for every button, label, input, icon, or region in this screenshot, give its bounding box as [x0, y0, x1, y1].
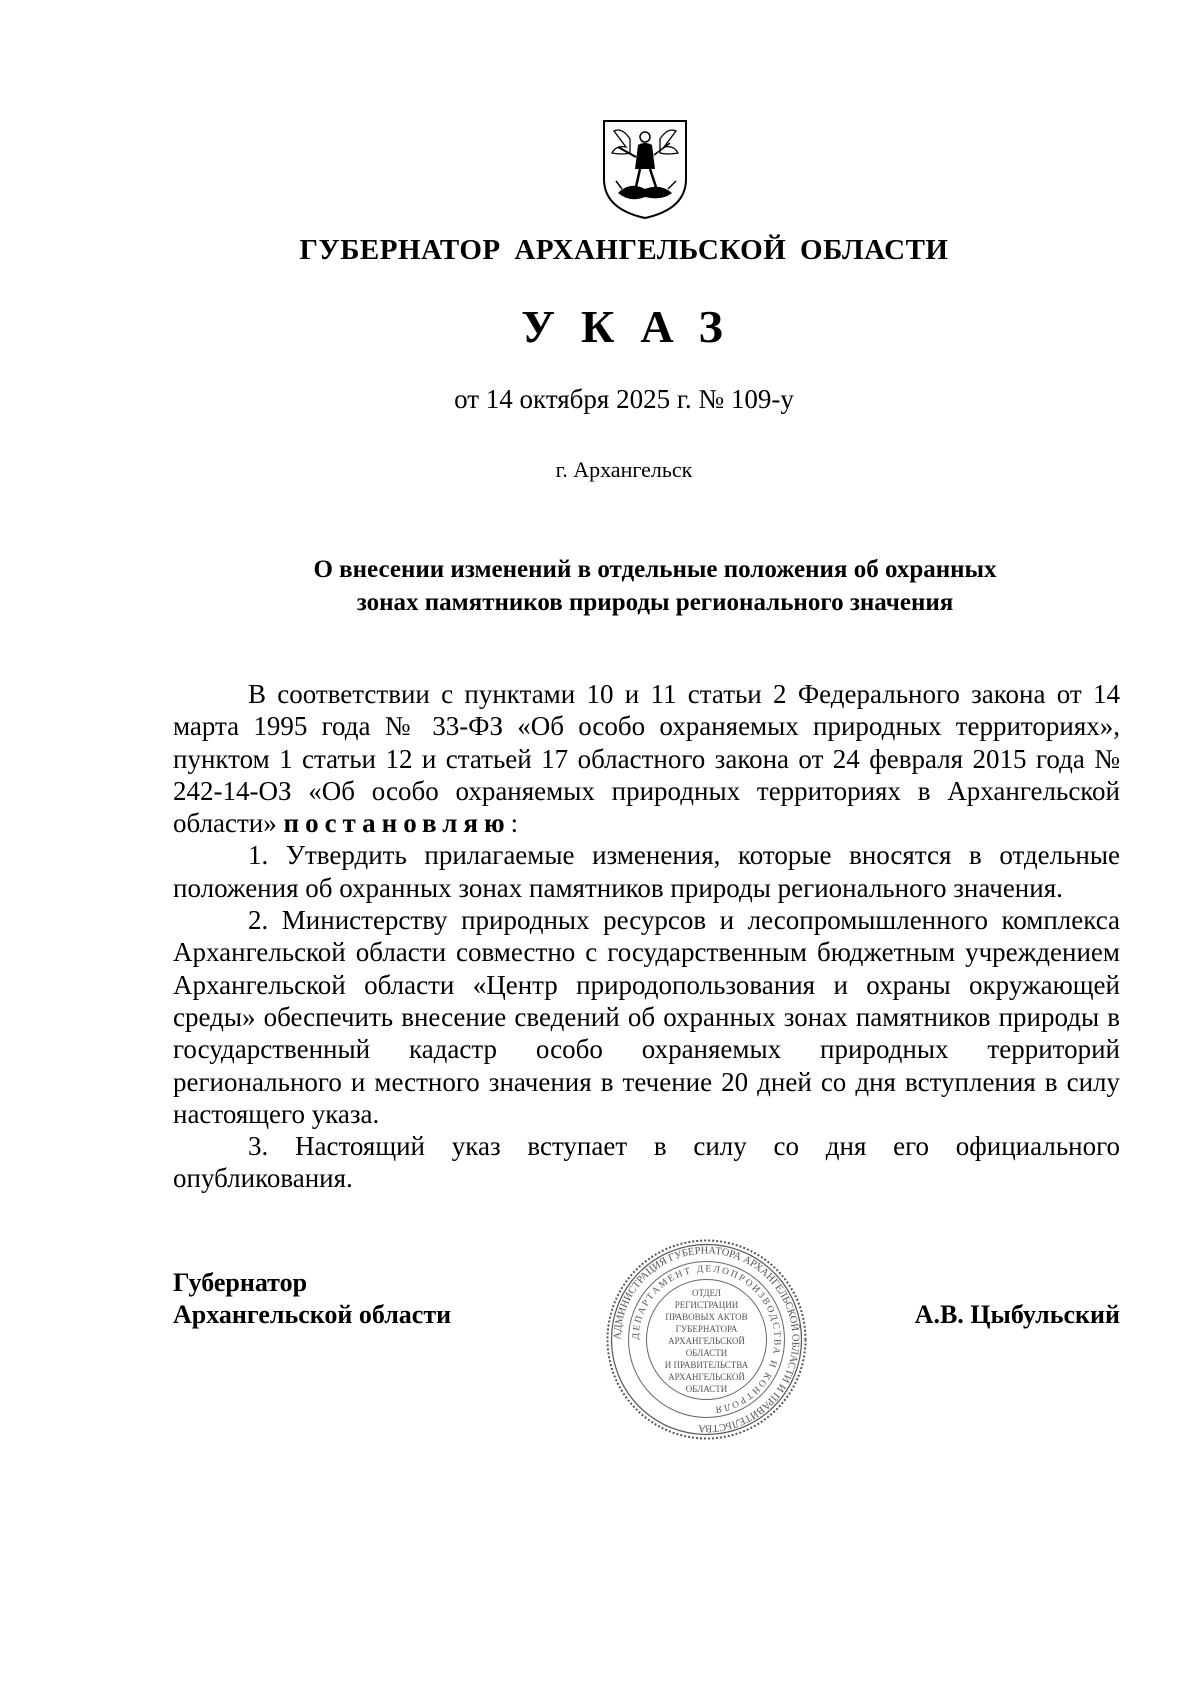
subject-line-2: зонах памятников природы регионального значения — [356, 589, 954, 616]
issuer-title: ГУБЕРНАТОР АРХАНГЕЛЬСКОЙ ОБЛАСТИ — [299, 234, 949, 266]
document-type-heading: УКАЗ — [521, 301, 749, 352]
document-body — [173, 678, 1120, 1195]
body-item: 1. Утвердить прилагаемые изменения, которые вносятся в отдельные положения об охранных зонах памятников природы регионального значения. — [173, 840, 1120, 903]
stamp-center-line: ОБЛАСТИ — [685, 1384, 728, 1394]
document-date-number: от 14 октября 2025 г. № 109-у — [454, 384, 794, 414]
stamp-center-line: И ПРАВИТЕЛЬСТВА — [664, 1360, 749, 1370]
document-city: г. Архангельск — [555, 457, 693, 482]
stamp-center-line: ГУБЕРНАТОРА — [675, 1324, 738, 1334]
preamble-paragraph — [173, 678, 1120, 839]
subject-line-1: О внесении изменений в отдельные положения об охранных — [313, 556, 997, 583]
stamp-center-line: АРХАНГЕЛЬСКОЙ — [668, 1372, 745, 1382]
stamp-center-line: ОБЛАСТИ — [685, 1348, 728, 1358]
signatory-position-line-1: Губернатор — [173, 1268, 308, 1297]
decree-colon: : — [510, 808, 519, 839]
coat-of-arms-icon — [600, 117, 690, 221]
signatory-position-line-2: Архангельской области — [173, 1300, 452, 1329]
signatory-position — [173, 1267, 451, 1331]
stamp-center-line: РЕГИСТРАЦИИ — [674, 1300, 739, 1310]
registration-stamp — [604, 1237, 809, 1442]
stamp-center-line: АРХАНГЕЛЬСКОЙ — [668, 1336, 745, 1346]
body-item: 3. Настоящий указ вступает в силу со дня его официального опубликования. — [173, 1131, 1120, 1194]
stamp-center-line: ПРАВОВЫХ АКТОВ — [665, 1312, 748, 1322]
document-subject — [200, 553, 1110, 619]
stamp-outer-text: АДМИНИСТРАЦИЯ ГУБЕРНАТОРА АРХАНГЕЛЬСКОЙ ОБЛАСТИ И ПРАВИТЕЛЬСТВА — [612, 1245, 801, 1434]
signatory-name: А.В. Цыбульский — [914, 1300, 1120, 1329]
decree-word: постановляю — [283, 808, 511, 839]
body-item: 2. Министерству природных ресурсов и лесопромышленного комплекса Архангельской области совместно с государственным бюджетным учреждением Архангельской области «Центр природопользования и охраны окружающей среды» обеспечить внесение сведений об охранных зонах памятников природы в государственный кадастр особо охраняемых природных территорий регионального и местного значения в течение 20 дней со дня вступления в силу настоящего указа. — [173, 905, 1120, 1129]
preamble-text: В соответствии с пунктами 10 и 11 статьи 2 Федерального закона от 14 марта 1995 года № 33-ФЗ «Об особо охраняемых природных территориях», пунктом 1 статьи 12 и статьей 17 областного закона от 24 февраля 2015 года № 242-14-ОЗ «Об особо охраняемых природных территориях в Архангельской области» — [173, 679, 1120, 839]
stamp-center-line: ОТДЕЛ — [691, 1288, 722, 1298]
stamp-inner-ring-text: ДЕПАРТАМЕНТ ДЕЛОПРОИЗВОДСТВА И КОНТРОЛЯ — [631, 1264, 782, 1415]
